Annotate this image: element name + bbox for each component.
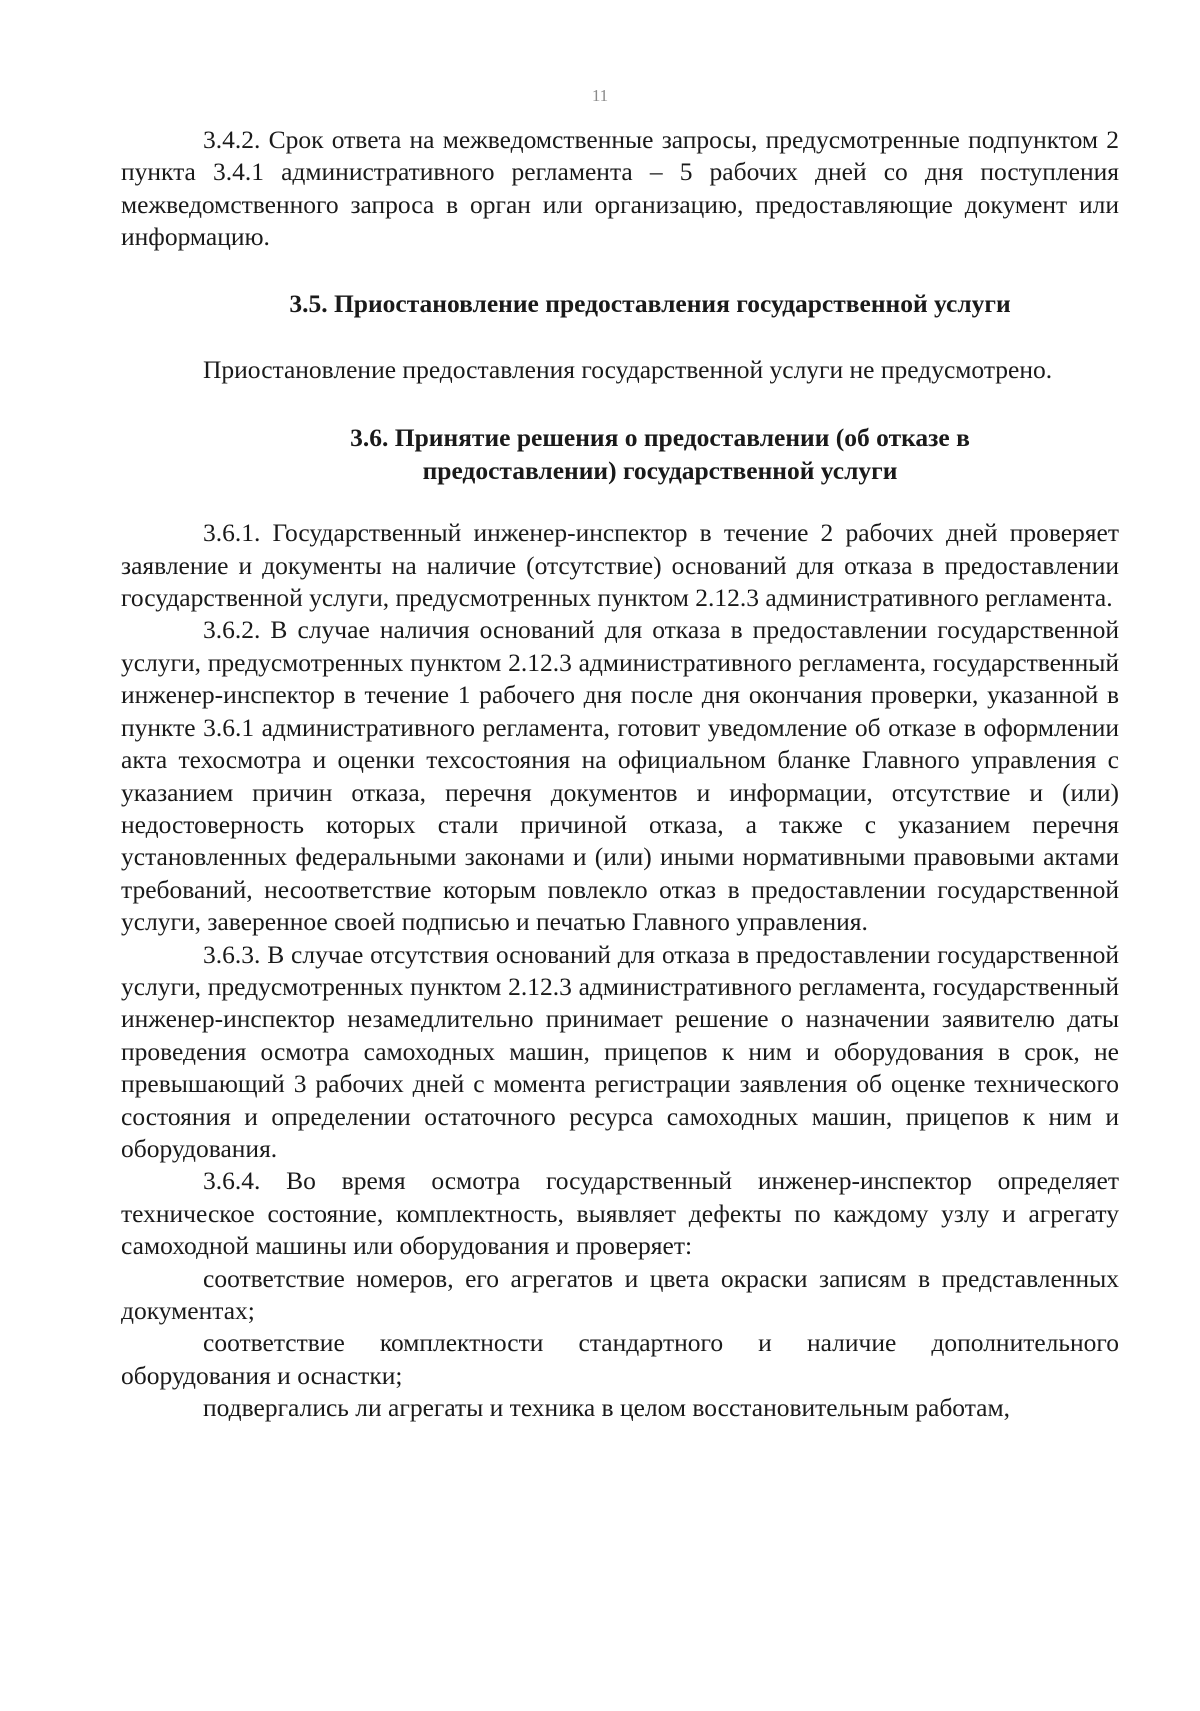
paragraph-3-5-body: Приостановление предоставления государственной услуги не предусмотрено. <box>203 355 1053 385</box>
paragraph-3-4-2: 3.4.2. Срок ответа на межведомственные запросы, предусмотренные подпунктом 2 пункта 3.4.1 административного регламента – 5 рабочих дней со дня поступления межведомственного запроса в орган или организацию, предоставляющие документ или информацию. <box>121 125 1119 252</box>
section-heading-3-5: 3.5. Приостановление предоставления государственной услуги <box>289 288 1011 318</box>
page-number: 11 <box>591 86 609 105</box>
document-body <box>121 124 1119 1425</box>
paragraph-3-6-3: 3.6.3. В случае отсутствия оснований для отказа в предоставлении государственной услуги, предусмотренных пунктом 2.12.3 административного регламента, государственный инженер-инспектор незамедлительно принимает решение о назначении заявителю даты проведения осмотра самоходных машин, прицепов к ним и оборудования в срок, не превышающий 3 рабочих дней с момента регистрации заявления об оценке технического состояния и определении остаточного ресурса самоходных машин, прицепов к ним и оборудования. <box>121 939 1119 1163</box>
paragraph-3-6-2: 3.6.2. В случае наличия оснований для отказа в предоставлении государственной услуги, предусмотренных пунктом 2.12.3 административного регламента, государственный инженер-инспектор в течение 1 рабочего дня после дня окончания проверки, указанной в пункте 3.6.1 административного регламента, готовит уведомление об отказе в оформлении акта техосмотра и оценки техсостояния на официальном бланке Главного управления с указанием причин отказа, перечня документов и информации, отсутствие и (или) недостоверность которых стали причиной отказа, а также с указанием перечня установленных федеральными законами и (или) иными нормативными правовыми актами требований, несоответствие которым повлекло отказ в предоставлении государственной услуги, заверенное своей подписью и печатью Главного управления. <box>121 615 1119 937</box>
paragraph-3-6-1: 3.6.1. Государственный инженер-инспектор в течение 2 рабочих дней проверяет заявление и документы на наличие (отсутствие) оснований для отказа в предоставлении государственной услуги, предусмотренных пунктом 2.12.3 административного регламента. <box>121 518 1119 613</box>
list-item-numbers-check: соответствие номеров, его агрегатов и цвета окраски записям в представленных документах; <box>121 1263 1119 1325</box>
list-item-restoration-check: подвергались ли агрегаты и техника в целом восстановительным работам, <box>203 1393 1011 1423</box>
list-item-equipment-check: соответствие комплектности стандартного и наличие дополнительного оборудования и оснастки; <box>121 1328 1119 1390</box>
paragraph-3-6-4: 3.6.4. Во время осмотра государственный инженер-инспектор определяет техническое состояние, комплектность, выявляет дефекты по каждому узлу и агрегату самоходной машины или оборудования и проверяет: <box>121 1166 1119 1261</box>
section-heading-3-6: 3.6. Принятие решения о предоставлении (об отказе в предоставлении) государственной услуги <box>350 423 970 485</box>
